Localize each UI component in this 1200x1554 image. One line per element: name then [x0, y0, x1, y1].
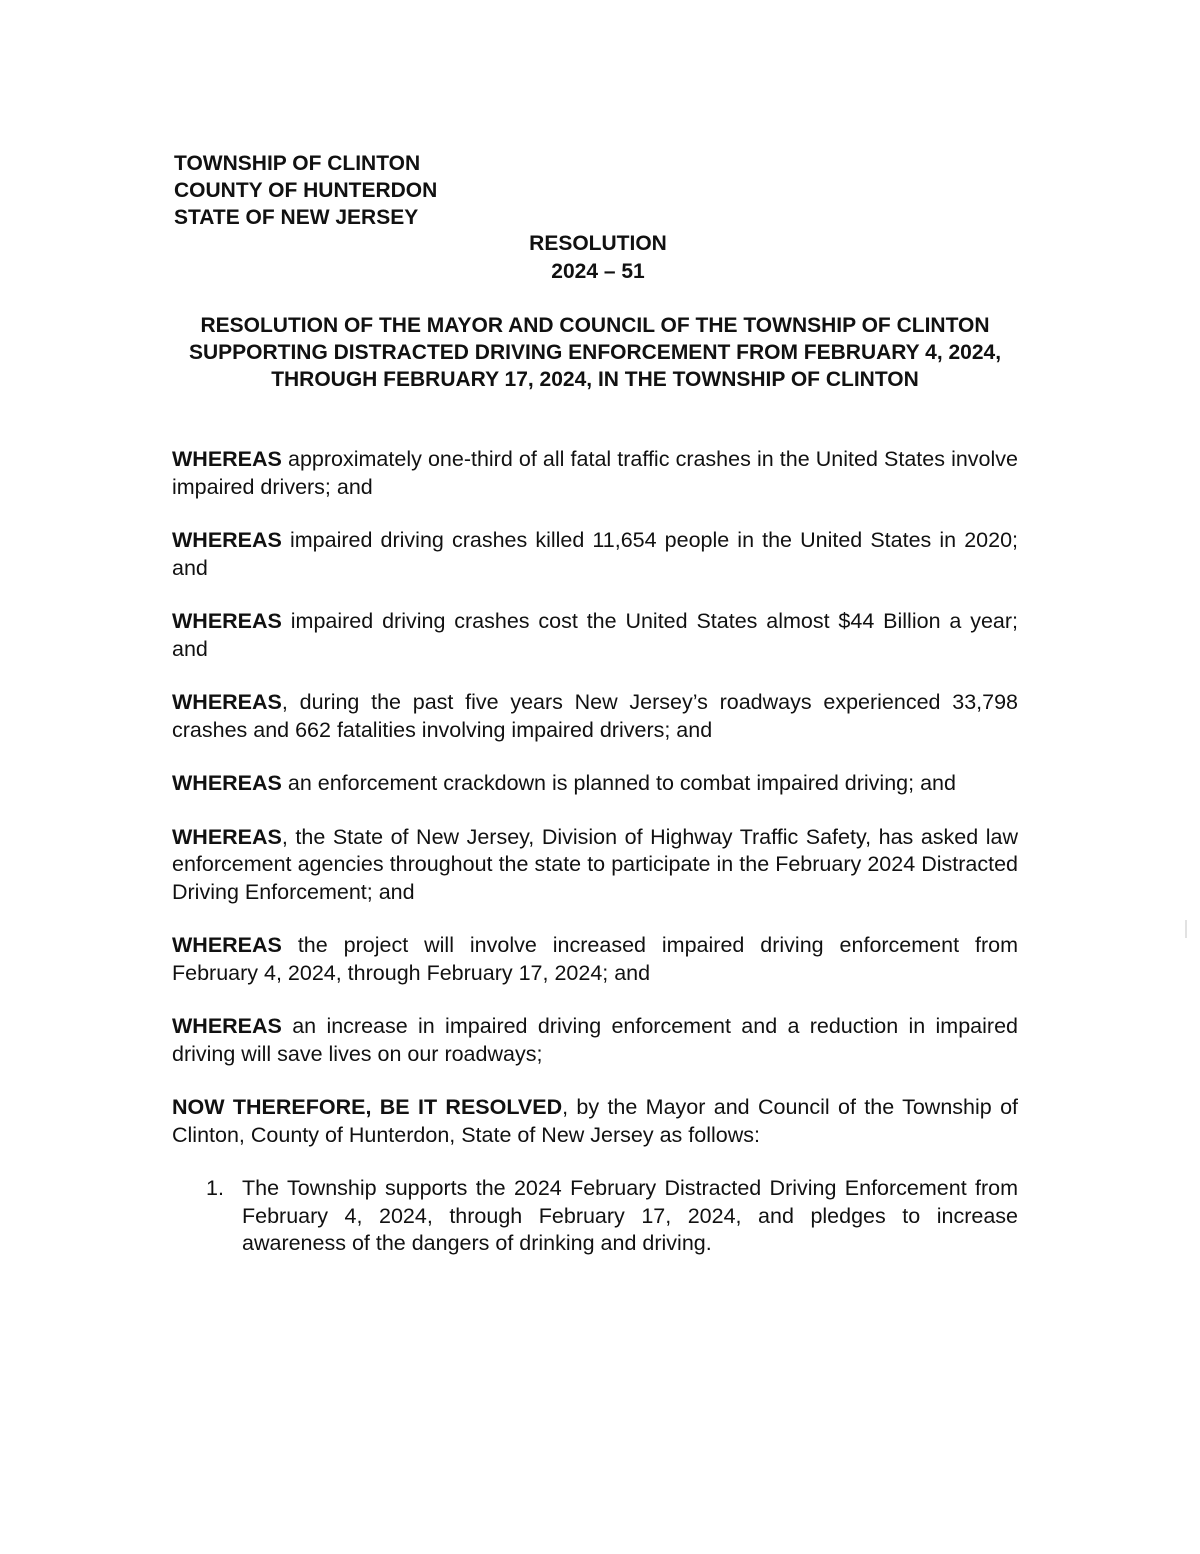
- resolution-body: [172, 446, 1018, 1258]
- clause-text: approximately one-third of all fatal traffic crashes in the United States involve impaired drivers; and: [172, 447, 1018, 499]
- clause-lead: WHEREAS: [172, 690, 282, 714]
- item-text: The Township supports the 2024 February Distracted Driving Enforcement from February 4, 2024, through February 17, 2024, and pledges to increase awareness of the dangers of drinking and driving.: [242, 1176, 1018, 1255]
- clause-lead: WHEREAS: [172, 933, 282, 957]
- whereas-clause: [172, 689, 1018, 744]
- clause-lead: WHEREAS: [172, 447, 282, 471]
- clause-lead: WHEREAS: [172, 609, 282, 633]
- clause-text: impaired driving crashes cost the United States almost $44 Billion a year; and: [172, 609, 1018, 661]
- list-item: [172, 1175, 1018, 1258]
- resolution-items: [172, 1175, 1018, 1258]
- clause-text: , during the past five years New Jersey’s roadways experienced 33,798 crashes and 662 fatalities involving impaired drivers; and: [172, 690, 1018, 742]
- resolution-title: RESOLUTION OF THE MAYOR AND COUNCIL OF THE TOWNSHIP OF CLINTON SUPPORTING DISTRACTED DRIVING ENFORCEMENT FROM FEBRUARY 4, 2024, THROUGH FEBRUARY 17, 2024, IN THE TOWNSHIP OF CLINTON: [188, 314, 1002, 391]
- whereas-clause: [172, 608, 1018, 663]
- header-county: COUNTY OF HUNTERDON: [174, 179, 438, 202]
- resolution-label: RESOLUTION: [529, 232, 667, 255]
- resolution-number: 2024 – 51: [551, 260, 645, 283]
- header-township: TOWNSHIP OF CLINTON: [174, 152, 421, 175]
- whereas-clause: [172, 932, 1018, 987]
- clause-lead: WHEREAS: [172, 771, 282, 795]
- clause-text: the project will involve increased impaired driving enforcement from February 4, 2024, through February 17, 2024; and: [172, 933, 1018, 985]
- whereas-clause: [172, 824, 1018, 907]
- clause-lead: WHEREAS: [172, 824, 282, 849]
- clause-lead: WHEREAS: [172, 1014, 282, 1038]
- whereas-clause: [172, 1013, 1018, 1068]
- clause-lead: WHEREAS: [172, 528, 282, 552]
- clause-text: , the State of New Jersey, Division of Highway Traffic Safety, has asked law enforcement agencies throughout the state to participate in the February 2024 Distracted Driving Enforcement; and: [172, 824, 1018, 904]
- whereas-clause: [172, 527, 1018, 582]
- resolved-clause: [172, 1094, 1018, 1149]
- clause-text: an increase in impaired driving enforcement and a reduction in impaired driving will save lives on our roadways;: [172, 1014, 1018, 1066]
- resolved-lead: NOW THEREFORE, BE IT RESOLVED: [172, 1095, 563, 1119]
- clause-text: impaired driving crashes killed 11,654 people in the United States in 2020; and: [172, 528, 1018, 580]
- resolution-heading: [520, 230, 676, 286]
- item-number: 1.: [206, 1176, 224, 1200]
- municipality-header: [174, 150, 437, 231]
- whereas-clause: [172, 770, 1018, 798]
- resolved-text: , by the Mayor and Council of the Township of Clinton, County of Hunterdon, State of New Jersey as follows:: [172, 1095, 1018, 1147]
- scan-mark: [1185, 920, 1187, 938]
- whereas-clause: [172, 446, 1018, 501]
- clause-text: an enforcement crackdown is planned to combat impaired driving; and: [281, 771, 956, 795]
- header-state: STATE OF NEW JERSEY: [174, 206, 419, 229]
